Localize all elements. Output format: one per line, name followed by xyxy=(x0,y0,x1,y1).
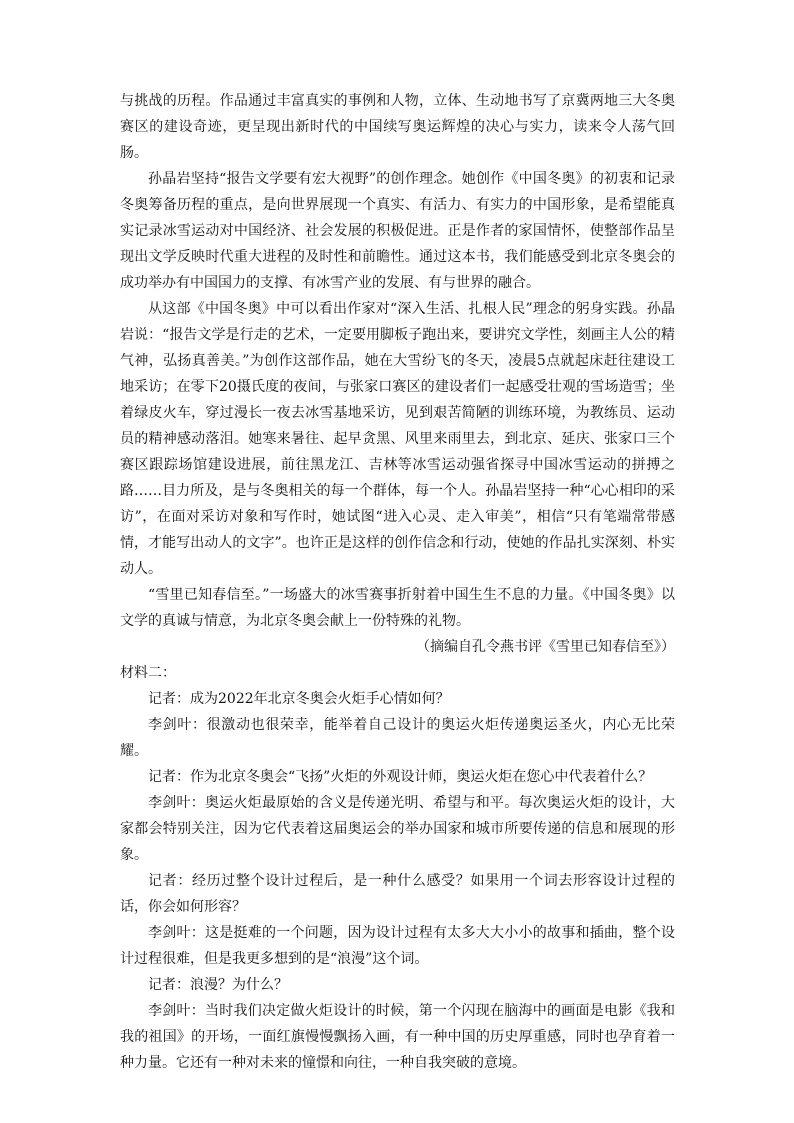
interview-question: 记者：浪漫？为什么？ xyxy=(148,977,288,993)
source-citation: （摘编自孔令燕书评《雪里已知春信至》） xyxy=(416,639,675,655)
interview-answer: 李剑叶：奥运火炬最原始的含义是传递光明、希望与和平。每次奥运火炬的设计，大家都会特别关注，因为它代表着这届奥运会的举办国家和城市所要传递的信息和展现的形象。 xyxy=(120,795,675,863)
interview-question: 记者：作为北京冬奥会“飞扬”火炬的外观设计师，奥运火炬在您心中代表着什么？ xyxy=(148,769,653,785)
interview-answer: 李剑叶：很激动也很荣幸，能举着自己设计的奥运火炬传递奥运圣火，内心无比荣耀。 xyxy=(120,717,675,759)
interview-answer: 李剑叶：当时我们决定做火炬设计的时候，第一个闪现在脑海中的画面是电影《我和我的祖国》的开场，一面红旗慢慢飘扬入画，有一种中国的历史厚重感，同时也孕育着一种力量。它还有一种对未来的憧憬和向往，一种自我突破的意境。 xyxy=(120,1003,675,1071)
material-two-heading: 材料二： xyxy=(120,665,176,681)
interview-answer: 李剑叶：这是挺难的一个问题，因为设计过程有太多大大小小的故事和插曲，整个设计过程很难，但是我更多想到的是“浪漫”这个词。 xyxy=(120,925,675,967)
paragraph-conclusion: “雪里已知春信至。”一场盛大的冰雪赛事折射着中国生生不息的力量。《中国冬奥》以文学的真诚与情意，为北京冬奥会献上一份特殊的礼物。 xyxy=(120,587,675,629)
interview-question: 记者：成为2022年北京冬奥会火炬手心情如何？ xyxy=(148,691,450,707)
paragraph-practice: 从这部《中国冬奥》中可以看出作家对“深入生活、扎根人民”理念的躬身实践。孙晶岩说：“报告文学是行走的艺术，一定要用脚板子跑出来，要讲究文学性，刻画主人公的精气神，弘扬真善美。”为创作这部作品，她在大雪纷飞的冬天，凌晨5点就起床赶往建设工地采访；在零下20摄氏度的夜间，与张家口赛区的建设者们一起感受壮观的雪场造雪；坐着绿皮火车，穿过漫长一夜去冰雪基地采访，见到艰苦简陋的训练环境，为教练员、运动员的精神感动落泪。她寒来暑往、起早贪黑、风里来雨里去，到北京、延庆、张家口三个赛区跟踪场馆建设进展，前往黑龙江、吉林等冰雪运动强省探寻中国冰雪运动的拼搏之路……目力所及，是与冬奥相关的每一个群体，每一个人。孙晶岩坚持一种“心心相印的采访”，在面对采访对象和写作时，她试图“进入心灵、走入审美”，相信“只有笔端常带感情，才能写出动人的文字”。也许正是这样的创作信念和行动，使她的作品扎实深刻、朴实动人。 xyxy=(120,301,675,577)
interview-question: 记者：经历过整个设计过程后，是一种什么感受？如果用一个词去形容设计过程的话，你会如何形容？ xyxy=(120,873,675,915)
document-page xyxy=(120,88,675,1076)
paragraph-continuation: 与挑战的历程。作品通过丰富真实的事例和人物，立体、生动地书写了京冀两地三大冬奥赛区的建设奇迹，更呈现出新时代的中国续写奥运辉煌的决心与实力，读来令人荡气回肠。 xyxy=(120,93,675,161)
paragraph-creation-concept: 孙晶岩坚持“报告文学要有宏大视野”的创作理念。她创作《中国冬奥》的初衷和记录冬奥筹备历程的重点，是向世界展现一个真实、有活力、有实力的中国形象，是希望能真实记录冰雪运动对中国经济、社会发展的积极促进。正是作者的家国情怀，使整部作品呈现出文学反映时代重大进程的及时性和前瞻性。通过这本书，我们能感受到北京冬奥会的成功举办有中国国力的支撑、有冰雪产业的发展、有与世界的融合。 xyxy=(120,171,675,291)
